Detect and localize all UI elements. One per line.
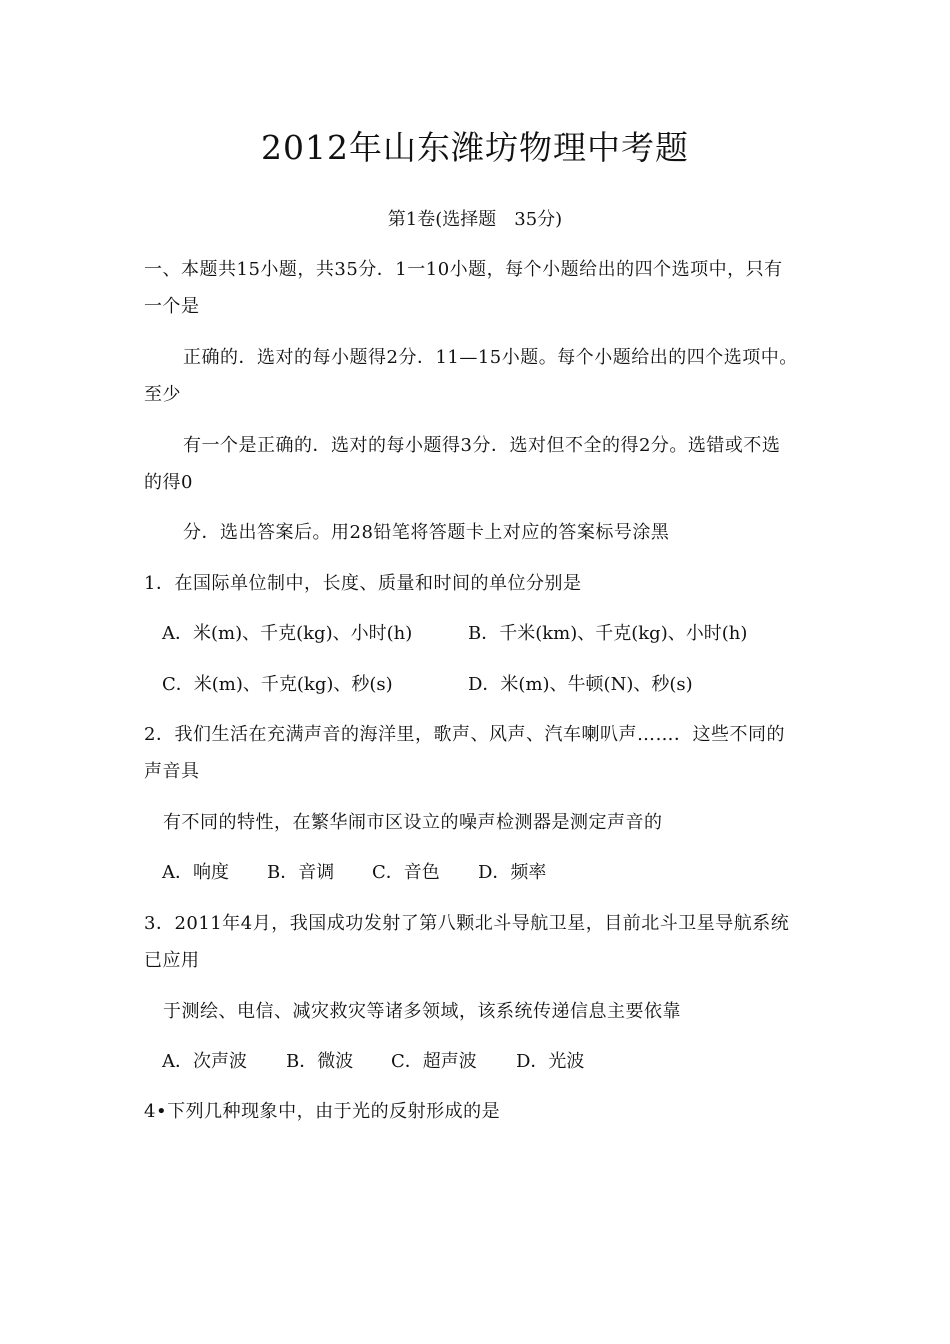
question-3-option-b: B．微波 xyxy=(286,1051,354,1072)
question-2-stem: 2．我们生活在充满声音的海洋里，歌声、风声、汽车喇叭声……．这些不同的 xyxy=(144,724,785,745)
question-3-stem-b: 已应用 xyxy=(144,950,200,971)
instruction-line-1: 一、本题共15小题，共35分．1一10小题，每个小题给出的四个选项中，只有 xyxy=(144,259,783,280)
question-3-option-d: D．光波 xyxy=(516,1051,585,1072)
page-title: 2012年山东潍坊物理中考题 xyxy=(261,128,689,167)
question-4-stem: 4•下列几种现象中，由于光的反射形成的是 xyxy=(144,1101,501,1122)
question-2-stem-b: 声音具 xyxy=(144,761,200,782)
question-2-stem-c: 有不同的特性，在繁华闹市区设立的噪声检测器是测定声音的 xyxy=(163,812,663,833)
question-2-option-b: B．音调 xyxy=(267,862,335,883)
question-1-option-c: C．米(m)、千克(kg)、秒(s) xyxy=(162,674,393,695)
question-3-stem: 3．2011年4月，我国成功发射了第八颗北斗导航卫星，目前北斗卫星导航系统 xyxy=(144,913,790,934)
instruction-line-3: 有一个是正确的．选对的每小题得3分．选对但不全的得2分。选错或不选 xyxy=(183,435,781,456)
question-2-option-d: D．频率 xyxy=(478,862,547,883)
question-1-option-d: D．米(m)、牛顿(N)、秒(s) xyxy=(468,674,693,695)
question-1-option-a: A．米(m)、千克(kg)、小时(h) xyxy=(162,623,413,644)
question-1-option-b: B．千米(km)、千克(kg)、小时(h) xyxy=(468,623,748,644)
question-3-option-c: C．超声波 xyxy=(391,1051,477,1072)
question-1-stem: 1．在国际单位制中，长度、质量和时间的单位分别是 xyxy=(144,573,582,594)
instruction-line-2: 正确的．选对的每小题得2分．11—15小题。每个小题给出的四个选项中。 xyxy=(183,347,798,368)
section-subtitle: 第1卷(选择题 35分) xyxy=(387,209,563,230)
instruction-line-3b: 的得0 xyxy=(144,472,193,493)
instruction-line-2b: 至少 xyxy=(144,384,181,405)
question-2-option-c: C．音色 xyxy=(372,862,440,883)
question-3-stem-c: 于测绘、电信、减灾救灾等诸多领域，该系统传递信息主要依靠 xyxy=(163,1001,681,1022)
question-3-option-a: A．次声波 xyxy=(162,1051,247,1072)
question-2-option-a: A．响度 xyxy=(162,862,229,883)
instruction-line-4: 分．选出答案后。用28铅笔将答题卡上对应的答案标号涂黑 xyxy=(183,522,670,543)
instruction-line-1b: 一个是 xyxy=(144,296,200,317)
